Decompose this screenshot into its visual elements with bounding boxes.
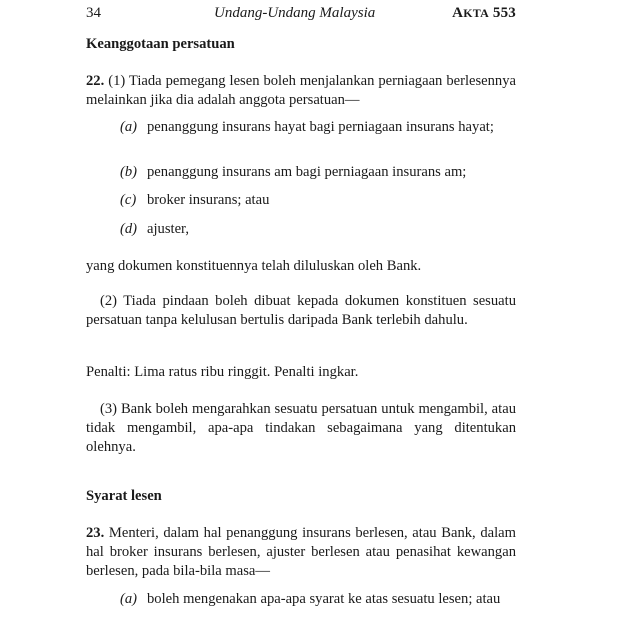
section-22-item-c [120,191,516,210]
section-22-penalty: Penalti: Lima ratus ribu ringgit. Penalti ingkar. [86,364,359,380]
act-number [452,5,516,22]
section-22-heading: Keanggotaan persatuan [86,36,235,52]
section-22-subsection-2 [86,292,516,330]
subsection-2-text: (2) Tiada pindaan boleh dibuat kepada dokumen konstituen sesuatu persatuan tanpa kelulusan bertulis daripada Bank terlebih dahulu. [86,293,516,328]
section-23-intro [86,524,516,581]
section-22-number: 22. [86,73,105,89]
item-text: ajuster, [147,221,189,237]
item-text: penanggung insurans am bagi perniagaan insurans am; [147,164,467,180]
act-prefix: A [452,5,464,21]
section-23-item-a [120,590,516,609]
section-22-closing: yang dokumen konstituennya telah diluluskan oleh Bank. [86,258,422,274]
act-small-caps: KTA [463,6,489,20]
section-22-subsection-1 [86,72,516,110]
subsection-3-text: (3) Bank boleh mengarahkan sesuatu persatuan untuk mengambil, atau tidak mengambil, apa-apa tindakan sebagaimana yang ditentukan olehnya. [86,401,516,455]
item-label: (a) [120,591,138,607]
section-22-item-d [120,220,516,239]
item-text: broker insurans; atau [147,192,270,208]
section-22-item-a [120,118,516,137]
section-23-intro-text: Menteri, dalam hal penanggung insurans berlesen, atau Bank, dalam hal broker insurans berlesen, ajuster berlesen atau penasihat kewangan berlesen, pada bila-bila masa— [86,525,516,579]
item-label: (a) [120,119,138,135]
section-22-subsection-3 [86,400,516,457]
running-header [86,5,516,25]
item-label: (c) [120,192,137,208]
item-label: (d) [120,221,138,237]
running-title: Undang-Undang Malaysia [214,5,376,21]
item-label: (b) [120,164,138,180]
act-number-value: 553 [492,5,516,21]
section-23-heading: Syarat lesen [86,488,162,504]
section-22-intro: (1) Tiada pemegang lesen boleh menjalankan perniagaan berlesennya melainkan jika dia adalah anggota persatuan— [86,73,517,108]
item-text: penanggung insurans hayat bagi perniagaan insurans hayat; [147,119,494,135]
section-23-number: 23. [86,525,105,541]
page-number: 34 [86,5,101,21]
section-22-item-b [120,163,516,182]
item-text: boleh mengenakan apa-apa syarat ke atas sesuatu lesen; atau [147,591,501,607]
